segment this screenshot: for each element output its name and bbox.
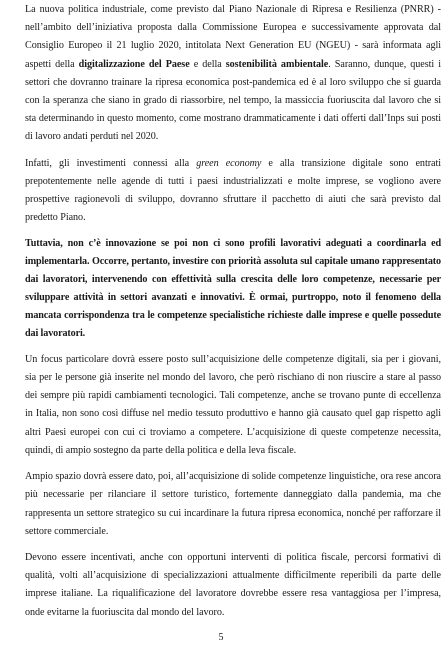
page-number: 5 — [218, 632, 224, 643]
bold-phrase: digitalizzazione del Paese — [78, 58, 190, 70]
paragraph-text: e alla transizione digitale sono entrati prepotentemente nelle agende di tutti i paesi industrializzati e molte imprese, se vogliono avere prospettive ragionevoli di sviluppo, dovranno sfruttare il pacchetto di aiuti che sarà previsto dal predetto Piano. — [25, 157, 441, 224]
paragraph-text: e della — [189, 58, 226, 70]
paragraph-language-skills — [25, 468, 441, 541]
paragraph-text: Tuttavia, non c’è innovazione se poi non ci sono profili lavorativi adeguati a coordinarla ed implementarla. Occorre, pertanto, investire con priorità assoluta sul capitale umano rappresentato dai lavoratori, intervenendo con effettività sulla crescita delle loro competenze, necessarie per sviluppare attività in settori avanzati e innovativi. È ormai, purtroppo, noto il fenomeno della mancata corrispondenza tra le competenze specialistiche richieste dalle imprese e quelle possedute dai lavoratori. — [25, 238, 441, 339]
paragraph-text: La nuova politica industriale, come previsto dal Piano Nazionale di Ripresa e Resilienza (PNRR) - nell’ambito dell’iniziativa proposta dalla Commissione Europea e successivamente approvata dal Consiglio Europeo il 21 luglio 2020, intitolata Next Generation EU (NGEU) - sarà informata agli aspetti della — [25, 4, 441, 70]
paragraph-text: Un focus particolare dovrà essere posto sull’acquisizione delle competenze digitali, sia per i giovani, sia per le persone già inserite nel mondo del lavoro, che però rischiano di non riuscire a stare al passo dei sempre più rapidi cambiamenti tecnologici. Tali competenze, anche se trovano punte di eccellenza in Italia, non sono così diffuse nel medio tessuto produttivo e hanno già causato quel gap rispetto agli altri Paesi europei con cui ci troviamo a competere. L’acquisizione di queste competenze necessita, quindi, di ampio sostegno da parte della politica e della leva fiscale. — [25, 353, 441, 456]
italic-phrase: green economy — [196, 157, 262, 169]
paragraph-text: . Saranno, dunque, questi i settori che dovranno trainare la ripresa economica post-pandemica ed è al loro sviluppo che si guarda con la speranza che siano in grado di riassorbire, nel tempo, la massiccia fuoriuscita dal lavoro che si sta determinando in questo momento, come mostrano drammaticamente i dati offerti dall’Inps sui posti di lavoro andati perduti nel 2020. — [25, 58, 441, 143]
paragraph-green-economy — [25, 155, 441, 228]
paragraph-text: Infatti, gli investimenti connessi alla — [25, 157, 197, 169]
document-body — [25, 1, 441, 622]
paragraph-training-incentives — [25, 549, 441, 622]
paragraph-digital-skills — [25, 351, 441, 460]
paragraph-text: Devono essere incentivati, anche con opportuni interventi di politica fiscale, percorsi formativi di qualità, volti all’acquisizione di specializzazioni attualmente difficilmente reperibili da parte delle imprese italiane. La riqualificazione del lavoratore dovrebbe essere resa vantaggiosa per l’impresa, onde evitarne la fuoriuscita dal mondo del lavoro. — [25, 551, 441, 618]
paragraph-text: Ampio spazio dovrà essere dato, poi, all’acquisizione di solide competenze linguistiche, ora rese ancora più necessarie per rilanciare il settore turistico, fortemente danneggiato dalla pandemia, ma che rappresenta un settore strategico su cui incardinare la futura ripresa economica, nonché per rafforzare il settore commerciale. — [25, 471, 441, 537]
paragraph-innovation-bold — [25, 235, 441, 342]
bold-phrase: sostenibilità ambientale — [225, 58, 329, 70]
paragraph-pnrr-intro — [25, 1, 441, 147]
